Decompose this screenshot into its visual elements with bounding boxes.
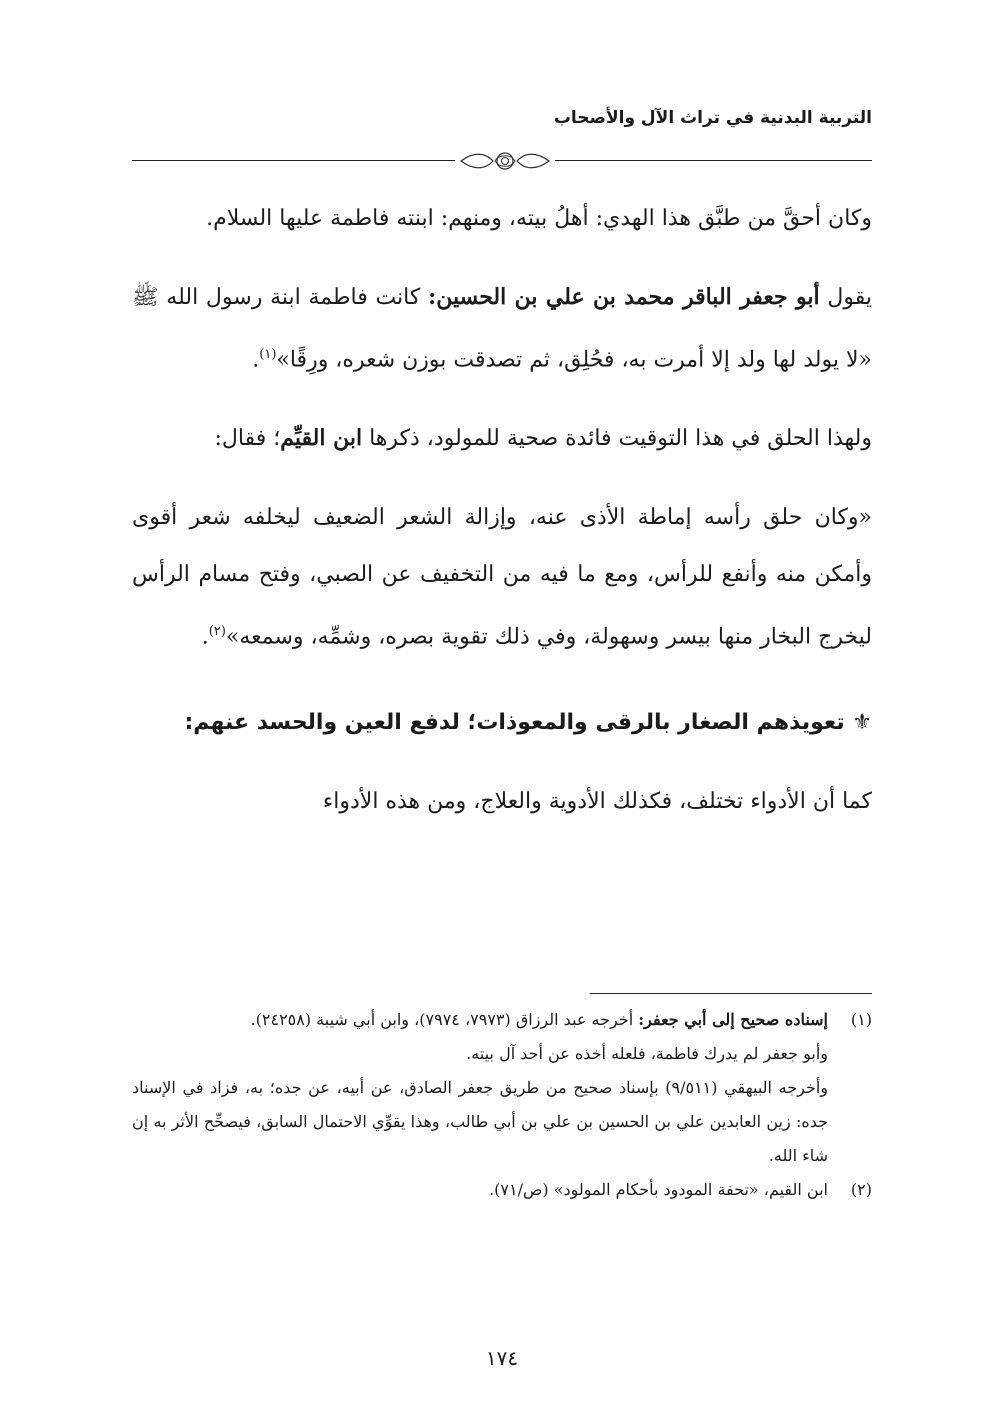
narrator-name: أبو جعفر الباقر محمد بن علي بن الحسين:: [428, 284, 820, 310]
footnote-ref-1[interactable]: (١): [259, 347, 277, 362]
footnote-rule: [590, 993, 872, 994]
footnote-1-para-3: وأخرجه البيهقي (٩/٥١١) بإسناد صحيح من طريق جعفر الصادق، عن أبيه، عن جده؛ به، فزاد في الإسناد جده: زين العابدين علي بن الحسين بن علي بن أبي طالب، وهذا يقوِّي الاحتمال السابق، فيصحِّح الأثر به إن شاء الله.: [132, 1078, 829, 1165]
footnote-number-2: (٢): [850, 1180, 872, 1199]
footnote-number-1: (١): [850, 1010, 872, 1029]
paragraph-5: كما أن الأدواء تختلف، فكذلك الأدوية والعلاج، ومن هذه الأدواء: [322, 788, 872, 814]
footnote-ref-2[interactable]: (٢): [208, 624, 226, 640]
footnote-1: (١)إسناده صحيح إلى أبي جعفر: أخرجه عبد الرزاق (٧٩٧٣، ٧٩٧٤)، وابن أبي شيبة (٢٤٢٥٨).: [132, 1003, 872, 1037]
footnote-1-para-2: وأبو جعفر لم يدرك فاطمة، فلعله أخذه عن أحد آل بيته.: [466, 1044, 828, 1063]
scholar-name: ابن القيِّم: [280, 425, 363, 452]
footnotes: [132, 1003, 872, 1207]
paragraph-2: يقول أبو جعفر الباقر محمد بن علي بن الحسين: كانت فاطمة ابنة رسول الله ﷺ «لا يولد لها ولد إلا أمرت به، فحُلِق، ثم تصدقت بوزن شعره، ورِقًا»$^{(١)}$.: [132, 284, 872, 373]
page-body: [132, 190, 872, 852]
paragraph-1: وكان أحقَّ من طبَّق هذا الهدي: أهلُ بيته، ومنهم: ابنته فاطمة عليها السلام.: [206, 206, 872, 231]
fleur-icon: ⚜: [852, 709, 872, 735]
paragraph-3: ولهذا الحلق في هذا التوقيت فائدة صحية للمولود، ذكرها ابن القيِّم؛ فقال:: [214, 425, 872, 452]
page-number: ١٧٤: [485, 1346, 519, 1370]
running-header: التربية البدنية في تراث الآل والأصحاب: [553, 108, 872, 128]
ornament-divider-icon: [455, 148, 555, 174]
section-heading: ⚜ تعويذهم الصغار بالرقى والمعوذات؛ لدفع العين والحسد عنهم:: [184, 709, 872, 735]
quote-paragraph: «وكان حلق رأسه إماطة الأذى عنه، وإزالة الشعر الضعيف ليخلفه شعر أقوى وأمكن منه وأنفع للرأس، ومع ما فيه من التخفيف عن الصبي، وفتح مسام الرأس ليخرج البخار منها بيسر وسهولة، وفي ذلك تقوية بصره، وشمِّه، وسمعه»$^{(٢)}$.: [132, 505, 872, 650]
footnote-2: (٢)ابن القيم، «تحفة المودود بأحكام المولود» (ص/٧١).: [132, 1173, 872, 1207]
